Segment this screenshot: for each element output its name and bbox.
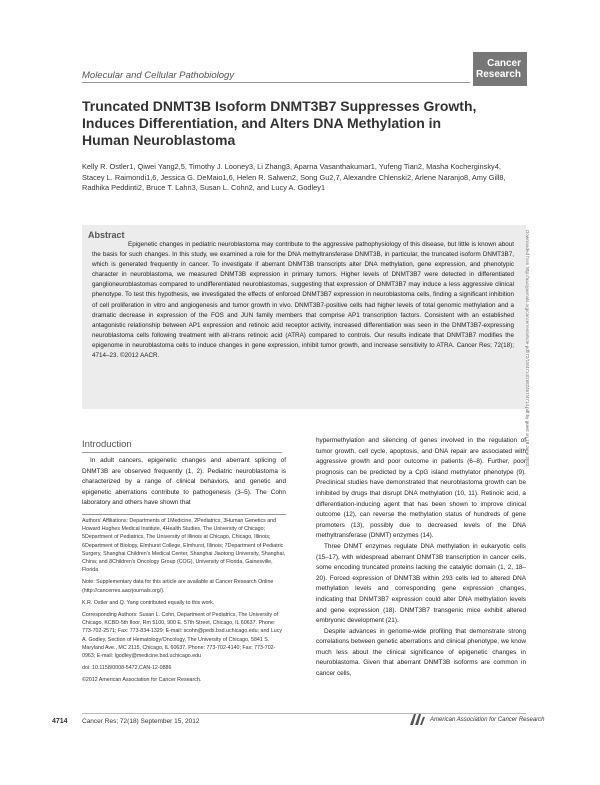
intro-column2 xyxy=(316,436,526,680)
abstract-heading: Abstract xyxy=(88,230,125,240)
page-number: 4714 xyxy=(52,718,68,725)
affiliations-block xyxy=(82,517,286,689)
supplementary-note: Note: Supplementary data for this article are available at Cancer Research Online (http://cancerres.aacrjournals.org/). xyxy=(82,579,274,594)
publisher-logo xyxy=(410,714,545,725)
copyright: ©2012 American Association for Cancer Research. xyxy=(82,677,202,684)
equal-contribution-note: K.R. Ostler and Q. Yang contributed equally to this work. xyxy=(82,599,215,606)
aacr-logo-icon xyxy=(410,714,426,725)
header-divider xyxy=(82,82,470,83)
intro-paragraph: hypermethylation and silencing of genes involved in the regulation of tumor growth, cell cycle, apoptosis, and DNA repair are associated with aggressive growth and poor outcome in patients (6–8). Further, poor prognosis can be predicted by a CpG island methylator phenotype (9). Preclinical studies have demonstrated that neuroblastoma growth can be inhibited by drugs that disrupt DNA methylation (10, 11). Retinoic acid, a differentiation-inducing agent that has been shown to improve clinical outcome (12), can reverse the methylation status of hundreds of gene promoters (13), possibly due to decreased levels of the DNA methyltransferase (DNMT) enzymes (14). xyxy=(316,437,526,540)
abstract-body: Epigenetic changes in pediatric neuroblastoma may contribute to the aggressive pathophysiology of this disease, but little is known about the basis for such changes. In this study, we examined a role for the DNA methyltransferase DNMT3B, in particular, the truncated isoform DNMT3B7, which is generated frequently in cancer. To investigate if aberrant DNMT3B transcripts alter DNA methylation, gene expression, and phenotypic character in neuroblastoma, we measured DNMT3B expression in primary tumors. Higher levels of DNMT3B7 were detected in differentiated ganglioneuroblastomas compared to undifferentiated neuroblastomas, suggesting that expression of DNMT3B7 may induce a less aggressive clinical phenotype. To test this hypothesis, we investigated the effects of enforced DNMT3B7 expression in neuroblastoma cells, finding a significant inhibition of cell proliferation in vitro and angiogenesis and tumor growth in vivo. DNMT3B7-positive cells had higher levels of total genomic methylation and a dramatic decrease in expression of the FOS and JUN family members that comprise AP1 transcription factors. Consistent with an established antagonistic relationship between AP1 expression and retinoic acid receptor activity, increased differentiation was seen in the DNMT3B7-expressing neuroblastoma cells following treatment with all-trans retinoic acid (ATRA) compared to controls. Our results indicate that DNMT3B7 modifies the epigenome in neuroblastoma cells to induce changes in gene expression, inhibit tumor growth, and increase sensitivity to ATRA. Cancer Res; 72(18); 4714–23. ©2012 AACR. xyxy=(92,241,514,360)
section-label: Molecular and Cellular Pathobiology xyxy=(82,70,235,81)
badge-line1: Cancer xyxy=(487,58,521,69)
corresponding-authors: Corresponding Authors: Susan L. Cohn, Department of Pediatrics, The University of Chicago, KCBD-5th floor, Rm 5100, 900 E. 57th Street, Chicago, IL 60637. Phone: 773-702-2571; Fax: 773-834-1329; E-mail: scohn@peds.bsd.uchicago.edu; and Lucy A. Godley, Section of Hematology/Oncology, The University of Chicago, 5841 S. Maryland Ave., MC 2115, Chicago, IL 60637. Phone: 773-702-4140; Fax: 773-702-0963; E-mail: lgodley@medicine.bsd.uchicago.edu xyxy=(82,612,283,660)
introduction-divider xyxy=(82,452,282,453)
intro-paragraph: Despite advances in genome-wide profiling that demonstrate strong correlations between genetic aberrations and clinical phenotype, we know much less about the clinical significance of epigenetic changes in neuroblastoma. Given that aberrant DNMT3B isoforms are common in cancer cells, xyxy=(316,627,526,678)
download-note: Downloaded from http://aacrjournals.org/cancerres/article-pdf/72/18/4714/2682467/4714.pdf by guest on 18 June 2022 xyxy=(525,230,530,467)
doi: doi: 10.1158/0008-5472.CAN-12-0886 xyxy=(82,665,172,672)
badge-line2: Research xyxy=(475,69,521,80)
publisher-name: American Association for Cancer Research xyxy=(430,716,545,723)
affiliations-divider xyxy=(82,514,286,515)
journal-badge xyxy=(473,52,527,86)
introduction-heading: Introduction xyxy=(82,439,132,450)
author-list: Kelly R. Ostler1, Qiwei Yang2,5, Timothy J. Looney3, Li Zhang3, Aparna Vasanthakumar1, Yufeng Tian2, Masha Kocherginsky4, Stacey L. Raimondi1,6, Jessica G. DeMaio1,6, Helen R. Salwen2, Song Gu2,7, Alexandre Chlenski2, Arlene Naranjo8, Amy Gill8, Radhika Peddinti2, Bruce T. Lahn3, Susan L. Cohn2, and Lucy A. Godley1 xyxy=(82,162,506,193)
intro-paragraph: Three DNMT enzymes regulate DNA methylation in eukaryotic cells (15–17), with widespread aberrant DNMT3B transcription in cancer cells, some encoding truncated proteins lacking the catalytic domain (1, 2, 18–20). Forced expression of DNMT3B within 293 cells led to altered DNA methylation levels and corresponding gene expression changes, indicating that DNMT3B7 expression could alter DNA methylation levels and gene expression (18). DNMT3B7 transgenic mice exhibit altered embryonic development (21). xyxy=(316,542,526,625)
intro-column1-text: In adult cancers, epigenetic changes and aberrant splicing of DNMT3B are observed frequently (1, 2). Pediatric neuroblastoma is characterized by a range of clinical behaviors, and genetic and epigenetic aberrations contribute to pathogenesis (3–5). The Cohn laboratory and others have shown that xyxy=(82,457,286,507)
journal-citation: Cancer Res; 72(18) September 15, 2012 xyxy=(82,718,200,725)
article-title: Truncated DNMT3B Isoform DNMT3B7 Suppresses Growth, Induces Differentiation, and Alters DNA Methylation in Human Neuroblastoma xyxy=(82,98,477,148)
affiliations-text: Authors' Affiliations: Departments of 1Medicine, 2Pediatrics, 3Human Genetics and Howard Hughes Medical Institute, 4Health Studies, The University of Chicago; 5Department of Pediatrics, The University of Illinois at Chicago, Chicago, Illinois; 6Department of Biology, Elmhurst College, Elmhurst, Illinois; 7Department of Pediatric Surgery, Shanghai Children's Medical Center, Shanghai Jiaotong University, Shanghai, China; and 8Children's Oncology Group (COG), University of Florida, Gainesville, Florida xyxy=(82,518,286,574)
